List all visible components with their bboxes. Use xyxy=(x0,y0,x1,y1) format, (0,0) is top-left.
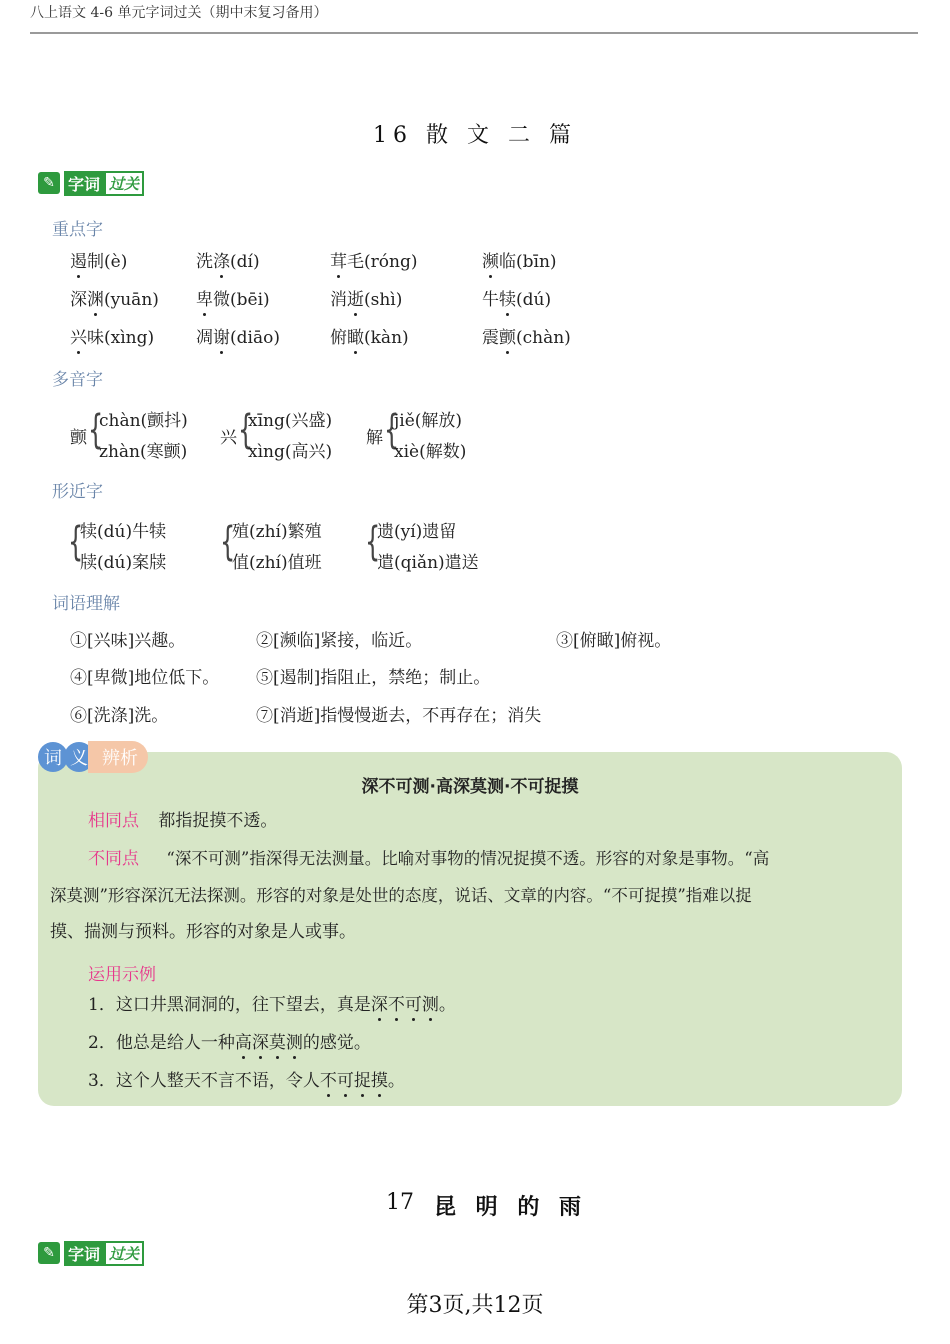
key-char-text: 洗 xyxy=(196,252,213,272)
word-analysis-badge xyxy=(38,740,148,774)
similar-item: 殖(zhí)繁殖 xyxy=(232,522,322,542)
brace: { xyxy=(220,519,236,565)
dotted-char: 犊 xyxy=(499,285,516,310)
key-char-text: (chàn) xyxy=(516,328,571,348)
key-char-text: 牛 xyxy=(482,290,499,310)
example-text: 1．这口井黑洞洞的，往下望去，真是 xyxy=(88,995,371,1015)
word-check-badge xyxy=(38,1241,144,1265)
section-similar: 形近字 xyxy=(52,482,103,502)
section-key-chars: 重点字 xyxy=(52,220,103,240)
pen-icon: ✎ xyxy=(38,1242,60,1264)
key-char-text: (shì) xyxy=(364,290,403,310)
similar-item: 值(zhí)值班 xyxy=(232,553,322,573)
example-sentence xyxy=(88,1028,371,1053)
badge-char: 义 xyxy=(64,742,94,772)
example-sentence xyxy=(88,1066,405,1091)
example-text: 的感觉。 xyxy=(302,1033,371,1053)
key-char-item xyxy=(70,323,154,348)
key-char-text: 凋 xyxy=(196,328,213,348)
dotted-word: 深不可测 xyxy=(371,995,439,1015)
vocab-item: ①[兴味]兴趣。 xyxy=(70,631,186,651)
poly-reading: chàn(颤抖) xyxy=(99,411,188,431)
key-char-text: (yuān) xyxy=(104,290,159,310)
key-char-item xyxy=(330,285,402,310)
key-char-item xyxy=(70,285,159,310)
example-sentence xyxy=(88,990,456,1015)
key-char-text: 毛(róng) xyxy=(347,252,418,272)
dotted-char: 颤 xyxy=(499,323,516,348)
diff-text: 摸、揣测与预料。形容的对象是人或事。 xyxy=(50,922,356,942)
vocab-item: ②[濒临]紧接，临近。 xyxy=(256,631,423,651)
key-char-item xyxy=(196,247,260,272)
key-char-text: 微(bēi) xyxy=(213,290,270,310)
dotted-char: 渊 xyxy=(87,285,104,310)
brace: { xyxy=(238,407,254,453)
key-char-item xyxy=(196,285,270,310)
poly-reading: xīng(兴盛) xyxy=(248,411,333,431)
vocab-item: ⑥[洗涤]洗。 xyxy=(70,706,169,726)
key-char-text: (dí) xyxy=(230,252,260,272)
analysis-title: 深不可测·高深莫测·不可捉摸 xyxy=(361,777,579,797)
badge-part2: 过关 xyxy=(104,171,144,196)
poly-char: 解 xyxy=(366,428,383,448)
poly-reading: xiè(解数) xyxy=(394,442,467,462)
diff-label: 不同点 xyxy=(88,849,139,869)
key-char-item xyxy=(330,323,409,348)
dotted-char: 谢 xyxy=(213,323,230,348)
lesson-title: 16 散 文 二 篇 xyxy=(373,123,577,148)
brace: { xyxy=(365,519,381,565)
same-label: 相同点 xyxy=(88,811,139,831)
dotted-char: 茸 xyxy=(330,247,347,272)
key-char-text: 震 xyxy=(482,328,499,348)
badge-char: 词 xyxy=(38,742,68,772)
similar-item: 牍(dú)案牍 xyxy=(80,553,167,573)
key-char-text: (diāo) xyxy=(230,328,280,348)
key-char-item xyxy=(482,247,557,272)
key-char-text: 味(xìng) xyxy=(87,328,155,348)
lesson-number: 17 xyxy=(386,1190,414,1215)
page-number: 第3页,共12页 xyxy=(406,1293,544,1318)
key-char-text: 消 xyxy=(330,290,347,310)
dotted-char: 涤 xyxy=(213,247,230,272)
badge-part1: 字词 xyxy=(64,1241,104,1266)
diff-text: “深不可测”指深得无法测量。比喻对事物的情况捉摸不透。形容的对象是事物。“高 xyxy=(166,849,770,868)
header-divider xyxy=(30,32,918,34)
poly-char: 颤 xyxy=(70,428,87,448)
word-check-badge xyxy=(38,171,144,195)
vocab-item: ⑦[消逝]指慢慢逝去，不再存在；消失 xyxy=(256,706,542,726)
poly-reading: zhàn(寒颤) xyxy=(99,442,188,462)
key-char-text: 临(bīn) xyxy=(499,252,557,272)
lesson-title: 昆 明 的 雨 xyxy=(434,1194,587,1220)
key-char-item xyxy=(482,323,571,348)
dotted-char: 濒 xyxy=(482,247,499,272)
key-char-text: 制(è) xyxy=(87,252,128,272)
brace: { xyxy=(68,519,84,565)
vocab-item: ⑤[遏制]指阻止，禁绝；制止。 xyxy=(256,668,491,688)
same-text: 都指捉摸不透。 xyxy=(158,811,278,831)
badge-part2: 过关 xyxy=(104,1241,144,1266)
similar-item: 遣(qiǎn)遣送 xyxy=(377,553,479,573)
dotted-char: 逝 xyxy=(347,285,364,310)
section-vocab: 词语理解 xyxy=(52,594,120,614)
poly-char: 兴 xyxy=(220,428,237,448)
key-char-text: (dú) xyxy=(516,290,552,310)
poly-reading: xìng(高兴) xyxy=(248,442,333,462)
pen-icon: ✎ xyxy=(38,172,60,194)
brace: { xyxy=(384,407,400,453)
example-text: 。 xyxy=(438,995,456,1015)
badge-label: 辨析 xyxy=(88,741,148,773)
example-text: 2．他总是给人一种 xyxy=(88,1033,235,1053)
dotted-char: 兴 xyxy=(70,323,87,348)
dotted-char: 遏 xyxy=(70,247,87,272)
similar-item: 遗(yí)遗留 xyxy=(377,522,457,542)
example-label: 运用示例 xyxy=(88,965,156,985)
poly-reading: jiě(解放) xyxy=(394,411,463,431)
key-char-text: 俯 xyxy=(330,328,347,348)
diff-line xyxy=(88,840,769,878)
dotted-char: 瞰 xyxy=(347,323,364,348)
key-char-item xyxy=(70,247,127,272)
header-text: 八上语文 4-6 单元字词过关（期中末复习备用） xyxy=(30,5,328,21)
key-char-item xyxy=(482,285,551,310)
vocab-item: ④[卑微]地位低下。 xyxy=(70,668,220,688)
vocab-item: ③[俯瞰]俯视。 xyxy=(556,631,672,651)
same-point xyxy=(88,803,277,840)
example-text: 。 xyxy=(387,1071,405,1091)
key-char-text: (kàn) xyxy=(364,328,409,348)
key-char-text: 深 xyxy=(70,290,87,310)
section-polyphonic: 多音字 xyxy=(52,370,103,390)
dotted-word: 不可捉摸 xyxy=(320,1071,388,1091)
example-text: 3．这个人整天不言不语，令人 xyxy=(88,1071,320,1091)
similar-item: 犊(dú)牛犊 xyxy=(80,522,167,542)
badge-part1: 字词 xyxy=(64,171,104,196)
dotted-word: 高深莫测 xyxy=(235,1033,303,1053)
key-char-item xyxy=(330,247,417,272)
key-char-item xyxy=(196,323,280,348)
dotted-char: 卑 xyxy=(196,285,213,310)
diff-text: 深莫测”形容深沉无法探测。形容的对象是处世的态度，说话、文章的内容。“不可捉摸”指难以捉 xyxy=(50,886,752,905)
brace: { xyxy=(88,407,104,453)
